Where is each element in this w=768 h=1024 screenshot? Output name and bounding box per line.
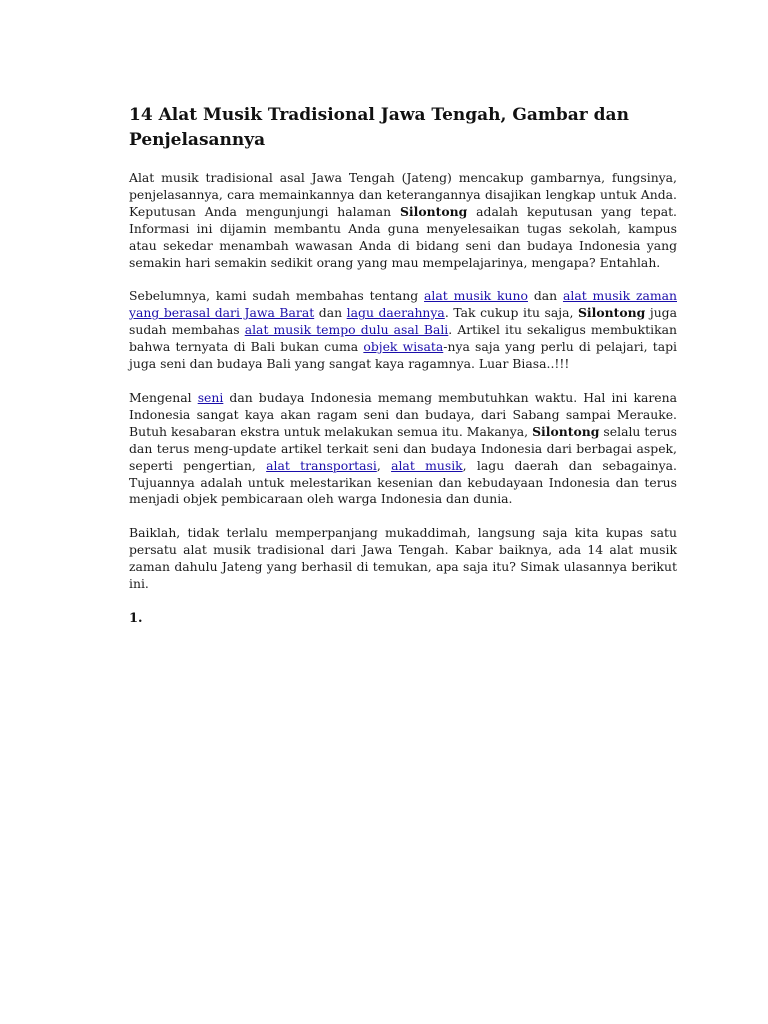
paragraph-text: selalu terus dan terus meng-update artikel terkait seni dan budaya Indonesia dari berbagai aspek, seperti pengertian, — [129, 423, 678, 473]
link-alat-musik[interactable]: alat musik — [391, 457, 463, 473]
paragraph-text: , — [376, 457, 392, 473]
link-alat-musik-jawa-barat[interactable]: alat musik zaman yang berasal dari Jawa Barat — [129, 288, 677, 321]
paragraph-text: . Artikel itu sekaligus membuktikan bahwa ternyata di Bali bukan cuma — [129, 322, 677, 355]
paragraph-text: dan budaya Indonesia memang membutuhkan waktu. Hal ini karena Indonesia sangat kaya akan ragam seni dan budaya, dari Sabang sampai Merauke. Butuh kesabaran ekstra untuk melakukan semua itu. Makanya, — [129, 389, 677, 439]
paragraph-art-culture — [129, 390, 677, 508]
paragraph-text: juga sudah membahas — [129, 305, 677, 338]
paragraph-text: -nya saja yang perlu di pelajari, tapi juga seni dan budaya Bali yang sangat kaya ragamnya. Luar Biasa..!!! — [129, 339, 677, 372]
paragraph-intro-list: Baiklah, tidak terlalu memperpanjang mukaddimah, langsung saja kita kupas satu persatu alat musik tradisional dari Jawa Tengah. Kabar baiknya, ada 14 alat musik zaman dahulu Jateng yang berhasil di temukan, apa saja itu? Simak ulasannya berikut ini. — [129, 525, 677, 592]
document-page — [129, 103, 677, 628]
paragraph-previous-articles — [129, 288, 677, 373]
paragraph-text: Mengenal — [129, 389, 198, 405]
paragraph-text: . Tak cukup itu saja, — [444, 305, 578, 321]
paragraph-text: adalah keputusan yang tepat. Informasi ini dijamin membantu Anda guna menyelesaikan tugas sekolah, kampus atau sekedar menambah wawasan Anda di bidang seni dan budaya Indonesia yang semakin hari semakin sedikit orang yang mau mempelajarinya, mengapa? Entahlah. — [129, 203, 677, 270]
link-alat-transportasi[interactable]: alat transportasi — [266, 457, 377, 473]
link-objek-wisata[interactable]: objek wisata — [363, 339, 444, 355]
article-title: 14 Alat Musik Tradisional Jawa Tengah, Gambar dan Penjelasannya — [129, 105, 629, 150]
paragraph-text: Sebelumnya, kami sudah membahas tentang — [129, 288, 425, 304]
paragraph-text: , lagu daerah dan sebagainya. Tujuannya adalah untuk melestarikan kesenian dan kebudayaan Indonesia dan terus menjadi objek pembicaraan oleh warga Indonesia dan dunia. — [129, 457, 677, 507]
paragraph-text: dan — [314, 305, 347, 321]
paragraph-intro — [129, 170, 677, 271]
section-number: 1. — [129, 610, 143, 626]
site-name: Silontong — [577, 305, 646, 321]
site-name: Silontong — [532, 423, 600, 439]
link-seni[interactable]: seni — [197, 389, 224, 405]
paragraph-text: dan — [527, 288, 563, 304]
link-alat-musik-bali[interactable]: alat musik tempo dulu asal Bali — [244, 322, 449, 338]
paragraph-text: Alat musik tradisional asal Jawa Tengah (Jateng) mencakup gambarnya, fungsinya, penjelasannya, cara memainkannya dan keterangannya disajikan lengkap untuk Anda. Keputusan Anda mengunjungi halaman — [129, 170, 677, 219]
link-lagu-daerah[interactable]: lagu daerahnya — [346, 305, 445, 321]
link-alat-musik-kuno[interactable]: alat musik kuno — [424, 288, 528, 304]
site-name: Silontong — [399, 203, 468, 219]
